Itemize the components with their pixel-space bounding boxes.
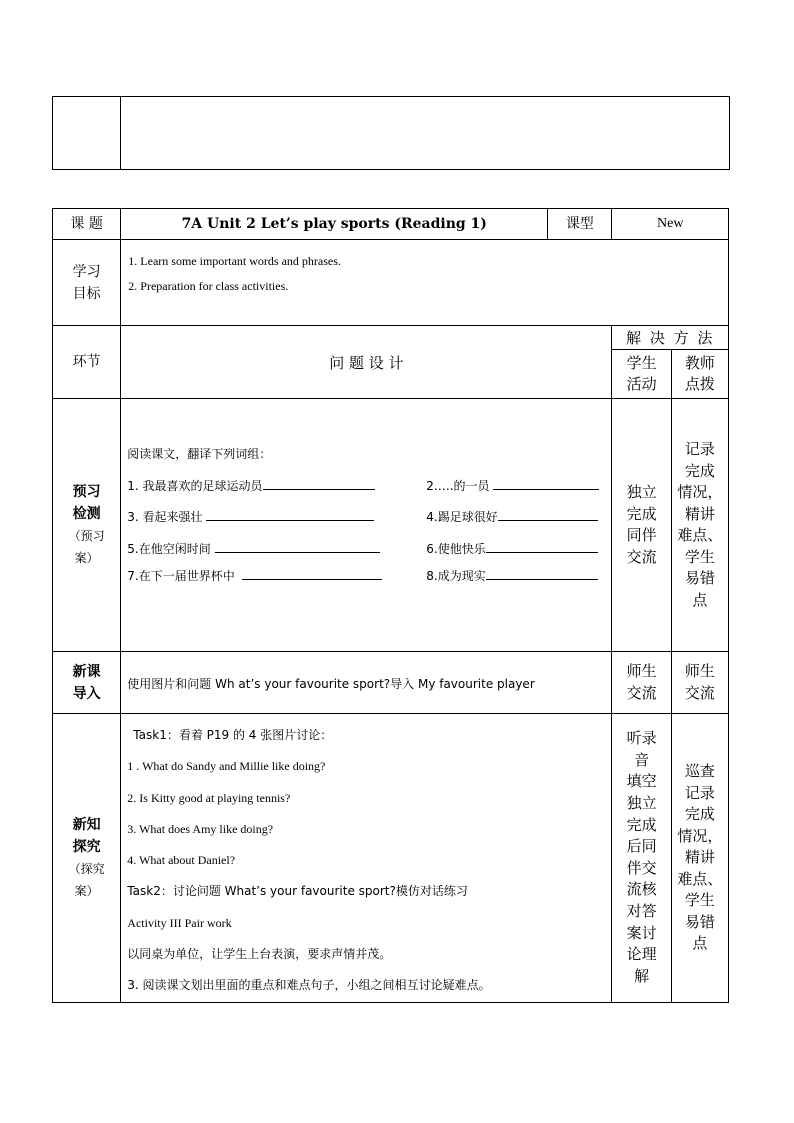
lesson-type-label: 课型 (548, 209, 612, 240)
guidance-line: 难点、 (677, 526, 723, 544)
student-activity-label (612, 350, 671, 399)
preview-label-line: 预习 (72, 484, 101, 500)
answer-line (215, 540, 380, 553)
phrase-item: 2.….的一员 (426, 479, 490, 493)
guidance-line: 情况， (677, 483, 723, 501)
goals-content (121, 240, 729, 326)
activity-line: 解 (634, 966, 650, 985)
guidance-line: 师生 (684, 662, 715, 680)
goal-item: 1. Learn some important words and phrases. (128, 254, 341, 268)
teacher-label-line: 点拨 (684, 375, 715, 393)
preview-label-line: 检测 (72, 506, 101, 522)
lesson-plan-table (52, 208, 729, 1003)
goals-label-line-2: 目标 (72, 285, 101, 302)
lesson-type-value: New (612, 209, 729, 240)
header-right-cell (121, 97, 730, 170)
guidance-line: 学生 (684, 891, 715, 910)
explore-content (121, 714, 612, 1003)
guidance-line: 精讲 (684, 848, 715, 867)
preview-label (53, 399, 121, 652)
answer-line (486, 540, 598, 553)
guidance-line: 巡查 (684, 762, 715, 781)
answer-line (206, 508, 374, 521)
design-label: 问 题 设 计 (121, 326, 612, 399)
phrase-item: 3. 看起来强壮 (127, 510, 203, 524)
answer-line (242, 567, 382, 580)
preview-content (121, 399, 612, 652)
guidance-line: 情况， (677, 826, 723, 845)
activity-line: 独立 (626, 794, 657, 813)
intro-teacher-guidance (671, 652, 728, 714)
method-label: 解 决 方 法 (612, 326, 729, 350)
teacher-guidance-label (671, 350, 728, 399)
goals-label-line-1: 学习 (72, 263, 101, 280)
activity-line: 伴交 (626, 858, 657, 877)
activity-line: 交流 (626, 547, 657, 566)
activity-line: 音 (634, 750, 650, 769)
activity-line: 对答 (626, 902, 657, 921)
phrase-item: 4.踢足球很好 (426, 510, 498, 524)
student-label-line: 学生 (626, 353, 657, 372)
explore-teacher-guidance (671, 714, 728, 1003)
activity-line: 流核 (626, 880, 657, 899)
explore-line: Task1：看着 P19 的 4 张图片讨论： (133, 728, 333, 742)
explore-line: 3. What does Amy like doing? (127, 821, 274, 836)
goals-label (53, 240, 121, 326)
intro-student-activity (612, 652, 671, 714)
explore-student-activity (612, 714, 671, 1003)
explore-sub-label-line: （探究 (68, 861, 105, 876)
explore-line: 以同桌为单位，让学生上台表演，要求声情并茂。 (127, 947, 392, 962)
activity-line: 同伴 (626, 526, 657, 544)
activity-line: 完成 (626, 504, 657, 523)
guidance-line: 易错 (684, 569, 715, 587)
answer-line (486, 567, 598, 580)
answer-line (263, 477, 375, 490)
activity-line: 交流 (626, 683, 657, 702)
phrase-item: 6.使他快乐 (426, 542, 486, 556)
explore-line: 3. 阅读课文划出里面的重点和难点句子，小组之间相互讨论疑难点。 (127, 978, 491, 993)
guidance-line: 点 (692, 934, 708, 953)
answer-line (498, 508, 598, 521)
preview-sub-label-line: （预习 (68, 529, 105, 543)
explore-label (53, 714, 121, 1003)
activity-line: 论理 (626, 945, 657, 964)
explore-label-line: 新知 (72, 816, 101, 833)
phrase-item: 5.在他空闲时间 (127, 542, 211, 556)
guidance-line: 完成 (684, 461, 715, 480)
preview-student-activity (612, 399, 671, 652)
explore-line: 1 . What do Sandy and Millie like doing? (127, 759, 326, 774)
guidance-line: 易错 (684, 912, 715, 931)
activity-line: 案讨 (626, 923, 657, 942)
goal-item: 2. Preparation for class activities. (128, 279, 289, 293)
explore-line: 4. What about Daniel? (127, 853, 236, 868)
header-table (52, 96, 730, 170)
explore-line: Activity III Pair work (127, 915, 232, 930)
activity-line: 填空 (626, 772, 657, 791)
guidance-line: 完成 (684, 805, 715, 824)
preview-teacher-guidance (671, 399, 728, 652)
phrase-item: 7.在下一届世界杯中 (127, 569, 235, 583)
intro-lesson-content (121, 652, 612, 714)
header-left-cell (53, 97, 121, 170)
phrase-item: 8.成为现实 (426, 569, 486, 583)
phrase-item: 1. 我最喜欢的足球运动员 (127, 479, 263, 493)
activity-line: 听录 (626, 729, 657, 748)
activity-line: 后同 (626, 837, 657, 856)
guidance-line: 学生 (684, 547, 715, 566)
preview-sub-label-line: 案） (74, 551, 99, 565)
guidance-line: 点 (692, 590, 708, 609)
lesson-title: 7A Unit 2 Let’s play sports (Reading 1) (121, 209, 548, 240)
answer-line (493, 477, 599, 490)
explore-sub-label-line: 案） (74, 883, 99, 898)
activity-line: 独立 (626, 483, 657, 501)
intro-lesson-text: 使用图片和问题 Wh at’s your favourite sport?导入 My favourite player (127, 677, 535, 691)
guidance-line: 记录 (684, 783, 715, 802)
activity-line: 完成 (626, 815, 657, 834)
teacher-label-line: 教师 (684, 353, 715, 372)
student-label-line: 活动 (626, 375, 657, 393)
guidance-line: 精讲 (684, 504, 715, 523)
stage-label: 环节 (53, 326, 121, 399)
explore-line: 2. Is Kitty good at playing tennis? (127, 790, 291, 805)
intro-label-line: 导入 (72, 685, 101, 702)
guidance-line: 记录 (684, 440, 715, 458)
topic-label: 课 题 (53, 209, 121, 240)
intro-label-line: 新课 (72, 663, 101, 680)
preview-intro: 阅读课文，翻译下列词组： (127, 447, 272, 461)
explore-line: Task2：讨论问题 What’s your favourite sport?模仿对话练习 (127, 884, 468, 899)
guidance-line: 交流 (684, 683, 715, 702)
explore-label-line: 探究 (72, 838, 101, 855)
activity-line: 师生 (626, 662, 657, 680)
guidance-line: 难点、 (677, 869, 723, 888)
intro-lesson-label (53, 652, 121, 714)
